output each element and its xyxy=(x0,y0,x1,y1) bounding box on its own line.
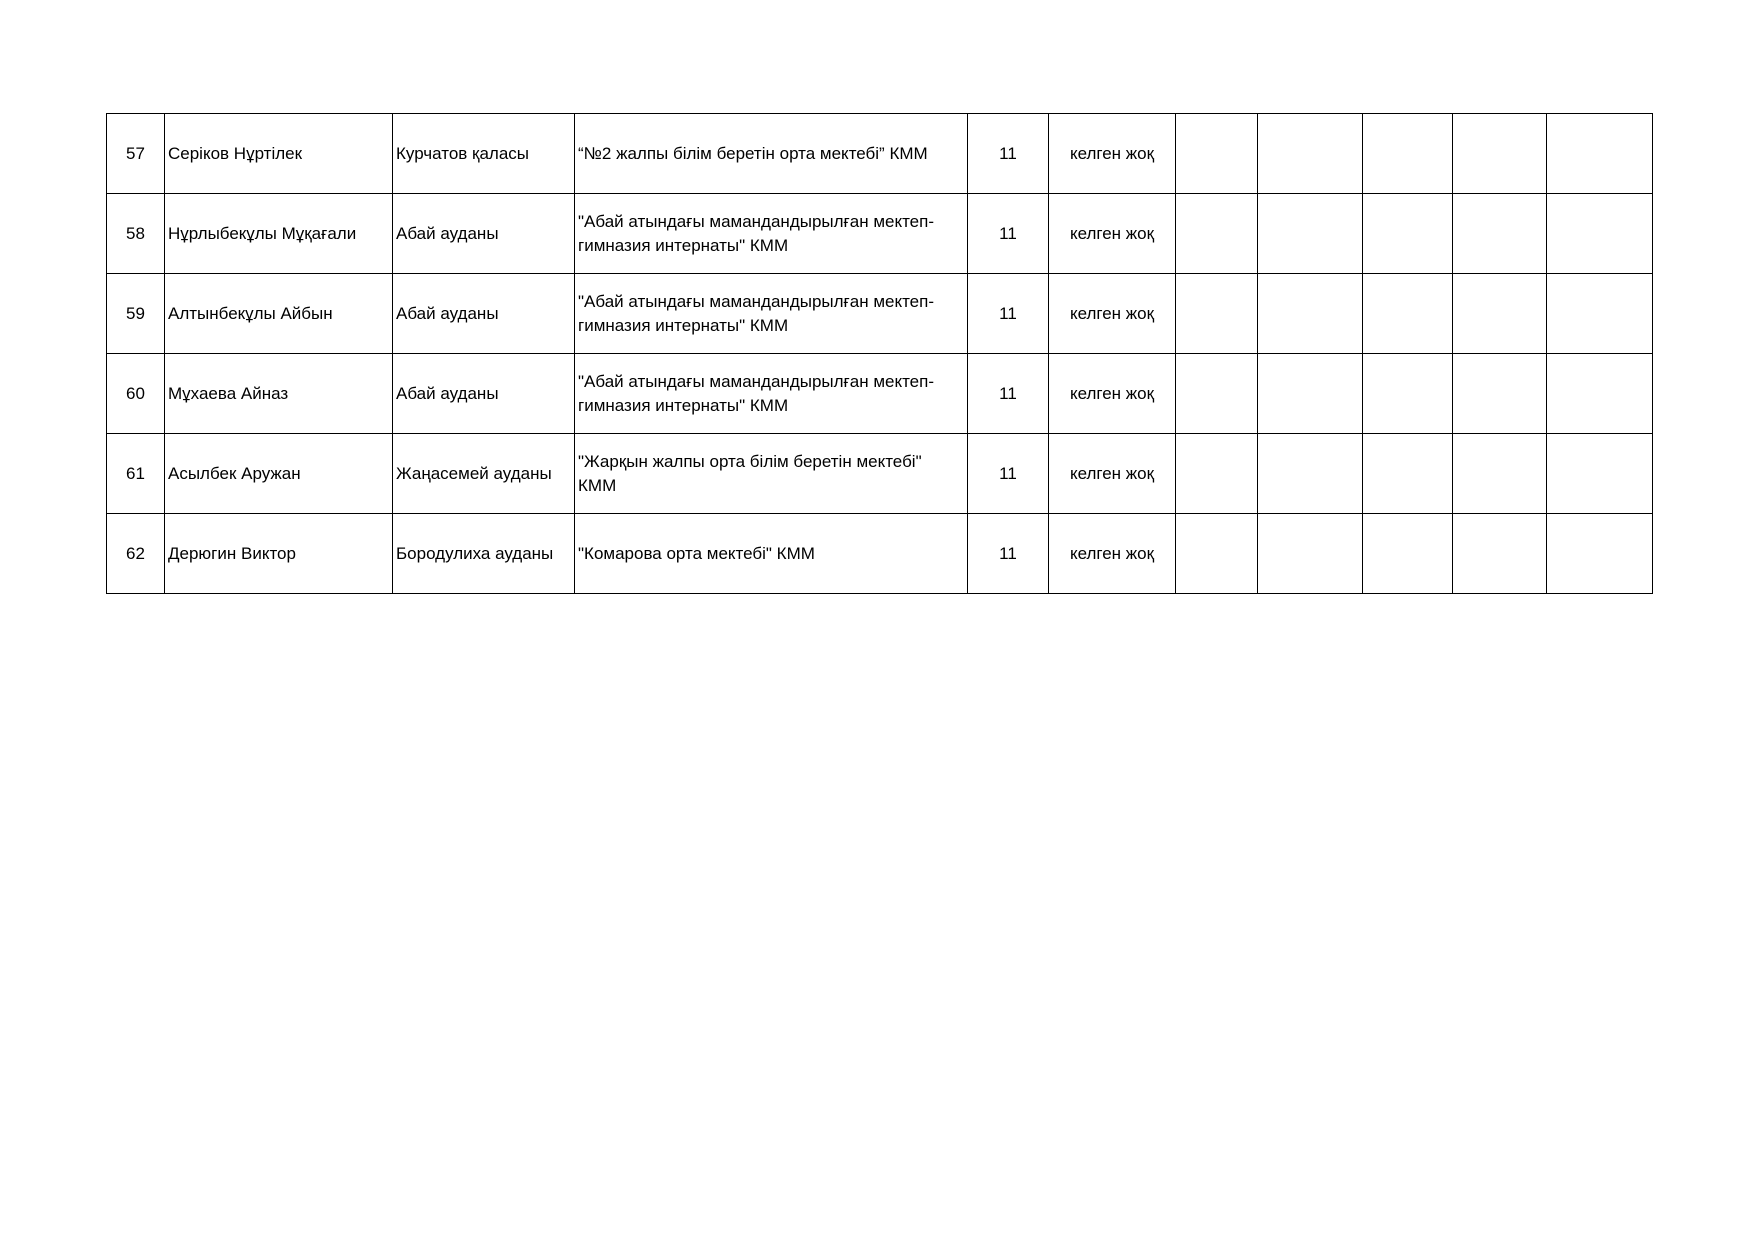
empty-cell xyxy=(1176,114,1258,194)
school-name: "Абай атындағы мамандандырылған мектеп-гимназия интернаты" КММ xyxy=(575,274,968,354)
empty-cell xyxy=(1258,434,1363,514)
table-row xyxy=(107,354,1653,434)
region: Абай ауданы xyxy=(393,194,575,274)
grade: 11 xyxy=(968,114,1049,194)
empty-cell xyxy=(1453,514,1547,594)
empty-cell xyxy=(1258,514,1363,594)
empty-cell xyxy=(1176,194,1258,274)
empty-cell xyxy=(1363,434,1453,514)
attendance-status: келген жоқ xyxy=(1049,514,1176,594)
student-name: Мұхаева Айназ xyxy=(165,354,393,434)
empty-cell xyxy=(1453,434,1547,514)
empty-cell xyxy=(1258,354,1363,434)
row-number: 62 xyxy=(107,514,165,594)
table-row xyxy=(107,274,1653,354)
school-name: "Абай атындағы мамандандырылған мектеп-гимназия интернаты" КММ xyxy=(575,354,968,434)
empty-cell xyxy=(1176,434,1258,514)
grade: 11 xyxy=(968,354,1049,434)
results-table xyxy=(106,113,1653,594)
empty-cell xyxy=(1363,194,1453,274)
empty-cell xyxy=(1176,514,1258,594)
grade: 11 xyxy=(968,434,1049,514)
empty-cell xyxy=(1176,354,1258,434)
empty-cell xyxy=(1547,514,1653,594)
student-name: Серіков Нұртілек xyxy=(165,114,393,194)
student-name: Алтынбекұлы Айбын xyxy=(165,274,393,354)
attendance-status: келген жоқ xyxy=(1049,354,1176,434)
empty-cell xyxy=(1176,274,1258,354)
school-name: “№2 жалпы білім беретін орта мектебі” КММ xyxy=(575,114,968,194)
empty-cell xyxy=(1547,194,1653,274)
empty-cell xyxy=(1453,354,1547,434)
empty-cell xyxy=(1453,114,1547,194)
empty-cell xyxy=(1363,274,1453,354)
empty-cell xyxy=(1547,434,1653,514)
attendance-status: келген жоқ xyxy=(1049,194,1176,274)
table-row xyxy=(107,434,1653,514)
region: Курчатов қаласы xyxy=(393,114,575,194)
region: Абай ауданы xyxy=(393,274,575,354)
grade: 11 xyxy=(968,194,1049,274)
empty-cell xyxy=(1258,274,1363,354)
school-name: "Жарқын жалпы орта білім беретін мектебі" КММ xyxy=(575,434,968,514)
student-name: Дерюгин Виктор xyxy=(165,514,393,594)
empty-cell xyxy=(1363,514,1453,594)
empty-cell xyxy=(1547,274,1653,354)
table-row xyxy=(107,114,1653,194)
student-name: Асылбек Аружан xyxy=(165,434,393,514)
attendance-status: келген жоқ xyxy=(1049,434,1176,514)
grade: 11 xyxy=(968,274,1049,354)
empty-cell xyxy=(1258,114,1363,194)
row-number: 58 xyxy=(107,194,165,274)
grade: 11 xyxy=(968,514,1049,594)
row-number: 61 xyxy=(107,434,165,514)
school-name: "Комарова орта мектебі" КММ xyxy=(575,514,968,594)
region: Бородулиха ауданы xyxy=(393,514,575,594)
attendance-status: келген жоқ xyxy=(1049,114,1176,194)
attendance-status: келген жоқ xyxy=(1049,274,1176,354)
region: Абай ауданы xyxy=(393,354,575,434)
empty-cell xyxy=(1363,354,1453,434)
school-name: "Абай атындағы мамандандырылған мектеп-гимназия интернаты" КММ xyxy=(575,194,968,274)
empty-cell xyxy=(1547,354,1653,434)
region: Жаңасемей ауданы xyxy=(393,434,575,514)
student-name: Нұрлыбекұлы Мұқағали xyxy=(165,194,393,274)
empty-cell xyxy=(1363,114,1453,194)
table-row xyxy=(107,194,1653,274)
empty-cell xyxy=(1453,274,1547,354)
table-row xyxy=(107,514,1653,594)
row-number: 59 xyxy=(107,274,165,354)
empty-cell xyxy=(1547,114,1653,194)
row-number: 57 xyxy=(107,114,165,194)
empty-cell xyxy=(1258,194,1363,274)
row-number: 60 xyxy=(107,354,165,434)
empty-cell xyxy=(1453,194,1547,274)
